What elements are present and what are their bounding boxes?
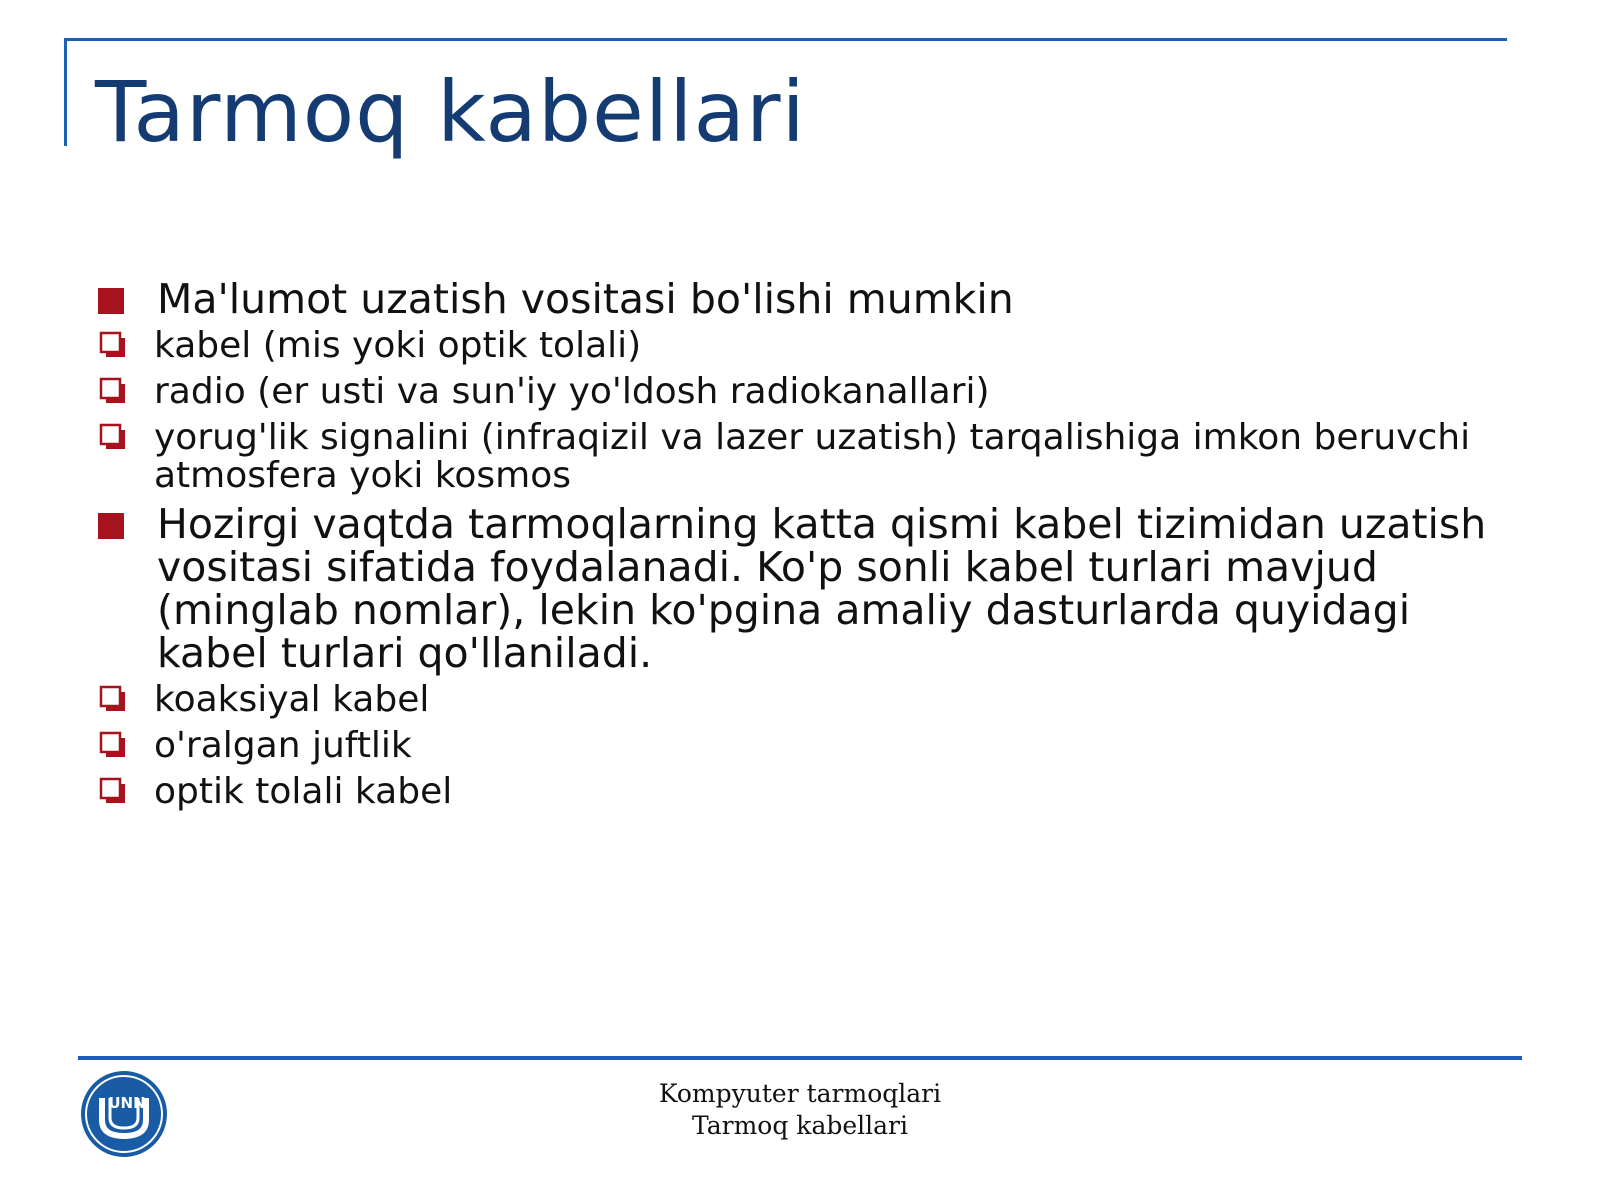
unn-university-logo-icon — [80, 1070, 168, 1158]
sub-bullet-item — [39, 681, 1518, 719]
sub-bullet-item — [39, 727, 1518, 765]
sub-bullet-text: optik tolali kabel — [154, 771, 453, 812]
sub-bullet-list — [98, 681, 1518, 811]
slide-content — [98, 275, 1518, 819]
title-frame-left-line — [64, 38, 67, 146]
sub-bullet-item — [39, 773, 1518, 811]
hollow-square-bullet-icon — [99, 377, 127, 405]
hollow-square-bullet-icon — [99, 423, 127, 451]
sub-bullet-item — [39, 419, 1518, 495]
logo-text: UNN — [108, 1094, 146, 1112]
sub-bullet-text: o'ralgan juftlik — [154, 725, 412, 766]
bullet-item — [98, 500, 1518, 677]
bullet-item — [98, 275, 1518, 323]
footer-divider — [78, 1056, 1522, 1060]
hollow-square-bullet-icon — [99, 777, 127, 805]
sub-bullet-item — [39, 327, 1518, 365]
sub-bullet-text: koaksiyal kabel — [154, 679, 430, 720]
title-frame-top-line — [64, 38, 1507, 41]
hollow-square-bullet-icon — [99, 685, 127, 713]
bullet-text: Ma'lumot uzatish vositasi bo'lishi mumkin — [157, 275, 1014, 323]
sub-bullet-text: yorug'lik signalini (infraqizil va lazer uzatish) tarqalishiga imkon beruvchi atmosfera yoki kosmos — [154, 417, 1471, 496]
red-square-bullet-icon — [98, 513, 124, 539]
footer-caption — [500, 1078, 1100, 1142]
sub-bullet-text: radio (er usti va sun'iy yo'ldosh radiokanallari) — [154, 371, 990, 412]
slide-title: Tarmoq kabellari — [95, 63, 806, 161]
footer-slide-title: Tarmoq kabellari — [692, 1111, 908, 1140]
sub-bullet-item — [39, 373, 1518, 411]
footer-course-title: Kompyuter tarmoqlari — [658, 1079, 942, 1108]
red-square-bullet-icon — [98, 288, 124, 314]
sub-bullet-list — [98, 327, 1518, 495]
hollow-square-bullet-icon — [99, 331, 127, 359]
sub-bullet-text: kabel (mis yoki optik tolali) — [154, 325, 642, 366]
hollow-square-bullet-icon — [99, 731, 127, 759]
bullet-text: Hozirgi vaqtda tarmoqlarning katta qismi kabel tizimidan uzatish vositasi sifatida foydalanadi. Ko'p sonli kabel turlari mavjud (minglab nomlar), lekin ko'pgina amaliy dasturlarda quyidagi kabel turlari qo'llaniladi. — [157, 500, 1487, 677]
